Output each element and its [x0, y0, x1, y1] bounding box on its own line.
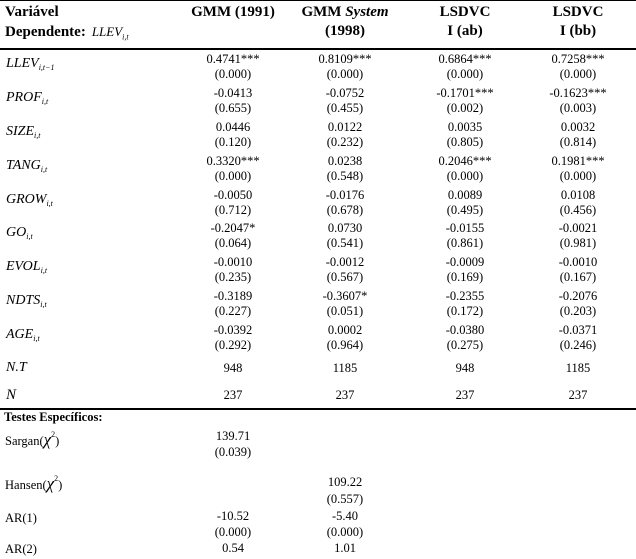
variable-subscript: i,t: [26, 232, 33, 241]
pvalue-cell: (0.000): [446, 169, 484, 183]
test-label-prefix: Sargan(: [5, 434, 44, 448]
top-rule: [0, 0, 636, 1]
pvalue-cell: (0.678): [326, 203, 364, 217]
nt-cell: 1185: [565, 361, 591, 375]
test-label-prefix: Hansen(: [5, 478, 47, 492]
coef-cell: -0.0392: [213, 323, 253, 337]
ar1-value: -5.40: [331, 509, 359, 523]
chi-symbol: χ: [46, 474, 55, 493]
pvalue-cell: (0.805): [446, 135, 484, 149]
coef-cell: 0.4741***: [206, 52, 260, 66]
row-label-age: [6, 328, 40, 343]
n-cell: 237: [335, 388, 355, 402]
chi-superscript: 2: [51, 430, 56, 439]
col-header-gmm-system-line2: (1998): [325, 23, 365, 39]
col-header-gmm-system-line1: [290, 5, 400, 20]
dependent-var-name: LLEV: [91, 24, 123, 39]
coef-cell: 0.7258***: [551, 52, 605, 66]
pvalue-cell: (0.000): [214, 67, 252, 81]
coef-cell: 0.0108: [560, 188, 596, 202]
variable-name: LLEV: [6, 56, 39, 71]
dependent-var-subscript: i,t: [122, 32, 129, 42]
coef-cell: 0.6864***: [438, 52, 492, 66]
chi-symbol: χ: [43, 430, 52, 449]
row-label-ndts: [6, 294, 47, 309]
row-label-tang: [6, 159, 47, 174]
n-cell: 237: [568, 388, 588, 402]
coef-cell: 0.0035: [447, 120, 483, 134]
col-header-lsdvc-bb-line1: LSDVC: [552, 4, 604, 20]
ar1-label: AR(1): [5, 511, 37, 525]
variable-subscript: i,t−1: [38, 63, 55, 72]
coef-cell: -0.3607*: [322, 289, 368, 303]
coef-cell: 0.0089: [447, 188, 483, 202]
pvalue-cell: (0.495): [446, 203, 484, 217]
coef-cell: -0.0155: [445, 221, 485, 235]
variable-name: GO: [6, 225, 27, 240]
pvalue-cell: (0.000): [559, 67, 597, 81]
row-label-evol: [6, 260, 47, 275]
coef-cell: 0.0122: [327, 120, 363, 134]
col-header-lsdvc-bb-line2: I (bb): [559, 23, 597, 39]
coef-cell: -0.2047*: [210, 221, 256, 235]
ar2-value: 0.54: [222, 541, 244, 555]
variable-name: GROW: [6, 192, 47, 207]
variable-name: NDTS: [6, 293, 41, 308]
variable-name: AGE: [6, 327, 34, 342]
col-header-lsdvc-ab-line2: I (ab): [447, 23, 483, 39]
hansen-pvalue: (0.557): [326, 492, 364, 506]
col-header-lsdvc-ab-line1: LSDVC: [439, 4, 491, 20]
pvalue-cell: (0.964): [326, 338, 364, 352]
pvalue-cell: (0.120): [214, 135, 252, 149]
pvalue-cell: (0.000): [446, 67, 484, 81]
coef-cell: -0.3189: [213, 289, 253, 303]
ar1-pvalue: (0.000): [326, 525, 364, 539]
coef-cell: -0.0176: [325, 188, 365, 202]
coef-cell: -0.0380: [445, 323, 485, 337]
pvalue-cell: (0.541): [326, 236, 364, 250]
sargan-label: [5, 431, 59, 448]
pvalue-cell: (0.000): [214, 169, 252, 183]
pvalue-cell: (0.456): [559, 203, 597, 217]
test-label-suffix: ): [55, 434, 60, 448]
variable-name: TANG: [6, 158, 41, 173]
coef-cell: 0.8109***: [318, 52, 372, 66]
pvalue-cell: (0.003): [559, 101, 597, 115]
hansen-label: [5, 475, 62, 492]
variable-name: EVOL: [6, 259, 41, 274]
coef-cell: -0.0012: [325, 255, 365, 269]
pvalue-cell: (0.567): [326, 270, 364, 284]
coef-cell: 0.0446: [215, 120, 251, 134]
coef-cell: -0.0010: [213, 255, 253, 269]
pvalue-cell: (0.167): [559, 270, 597, 284]
coef-cell: -0.0021: [558, 221, 598, 235]
pvalue-cell: (0.548): [326, 169, 364, 183]
nt-cell: 1185: [332, 361, 358, 375]
dependent-label: Dependente:: [5, 24, 86, 40]
pvalue-cell: (0.000): [326, 67, 364, 81]
row-label-prof: [6, 91, 48, 106]
variable-subscript: i,t: [40, 300, 47, 309]
pvalue-cell: (0.275): [446, 338, 484, 352]
variable-subscript: i,t: [46, 199, 53, 208]
coef-cell: -0.2076: [558, 289, 598, 303]
pvalue-cell: (0.981): [559, 236, 597, 250]
pvalue-cell: (0.814): [559, 135, 597, 149]
ar1-value: -10.52: [216, 509, 250, 523]
coef-cell: -0.2355: [445, 289, 485, 303]
dependent-variable: [91, 24, 129, 42]
sargan-pvalue: (0.039): [214, 445, 252, 459]
pvalue-cell: (0.002): [446, 101, 484, 115]
col-header-gmm1991: GMM (1991): [191, 4, 275, 20]
pvalue-cell: (0.712): [214, 203, 252, 217]
ar2-value: 1.01: [334, 541, 356, 555]
row-label-n: N: [6, 387, 17, 403]
row-label-llev: [6, 57, 55, 72]
coef-cell: -0.0752: [325, 86, 365, 100]
coef-cell: -0.0371: [558, 323, 598, 337]
nt-cell: 948: [455, 361, 475, 375]
coef-cell: -0.1701***: [436, 86, 494, 100]
nt-cell: 948: [223, 361, 243, 375]
pvalue-cell: (0.232): [326, 135, 364, 149]
dependent-header-line2: [5, 25, 129, 42]
pvalue-cell: (0.235): [214, 270, 252, 284]
pvalue-cell: (0.172): [446, 304, 484, 318]
row-label-nt: N.T: [6, 360, 27, 375]
pvalue-cell: (0.051): [326, 304, 364, 318]
chi-superscript: 2: [54, 474, 59, 483]
coef-cell: 0.2046***: [438, 154, 492, 168]
coef-cell: -0.0010: [558, 255, 598, 269]
coef-cell: -0.0009: [445, 255, 485, 269]
pvalue-cell: (0.292): [214, 338, 252, 352]
col-header-gmm-system-italic: System: [345, 4, 389, 20]
pvalue-cell: (0.064): [214, 236, 252, 250]
coef-cell: 0.0238: [327, 154, 363, 168]
ar2-label: AR(2): [5, 542, 37, 556]
variable-subscript: i,t: [40, 165, 48, 174]
pvalue-cell: (0.000): [559, 169, 597, 183]
pvalue-cell: (0.655): [214, 101, 252, 115]
pvalue-cell: (0.861): [446, 236, 484, 250]
pvalue-cell: (0.169): [446, 270, 484, 284]
coef-cell: -0.1623***: [549, 86, 607, 100]
coef-cell: 0.1981***: [551, 154, 605, 168]
row-label-grow: [6, 193, 53, 208]
coef-cell: -0.0413: [213, 86, 253, 100]
dependent-header-line1: Variável: [5, 4, 59, 20]
tests-title: Testes Específicos:: [4, 410, 103, 424]
variable-subscript: i,t: [40, 266, 48, 275]
pvalue-cell: (0.246): [559, 338, 597, 352]
coef-cell: 0.0730: [327, 221, 363, 235]
variable-subscript: i,t: [41, 97, 49, 106]
row-label-go: [6, 226, 33, 241]
variable-subscript: i,t: [34, 131, 41, 140]
pvalue-cell: (0.203): [559, 304, 597, 318]
header-rule: [0, 48, 636, 50]
pvalue-cell: (0.227): [214, 304, 252, 318]
variable-subscript: i,t: [33, 334, 40, 343]
ar1-pvalue: (0.000): [214, 525, 252, 539]
variable-name: PROF: [6, 90, 42, 105]
hansen-value: 109.22: [327, 475, 363, 489]
sargan-value: 139.71: [215, 429, 251, 443]
coef-cell: 0.0002: [327, 323, 363, 337]
variable-name: SIZE: [6, 124, 34, 139]
test-label-suffix: ): [58, 478, 63, 492]
coef-cell: -0.0050: [213, 188, 253, 202]
n-cell: 237: [455, 388, 475, 402]
coef-cell: 0.3320***: [206, 154, 260, 168]
n-cell: 237: [223, 388, 243, 402]
row-label-size: [6, 125, 40, 140]
coef-cell: 0.0032: [560, 120, 596, 134]
pvalue-cell: (0.455): [326, 101, 364, 115]
col-header-gmm-system-prefix: GMM: [301, 4, 346, 20]
